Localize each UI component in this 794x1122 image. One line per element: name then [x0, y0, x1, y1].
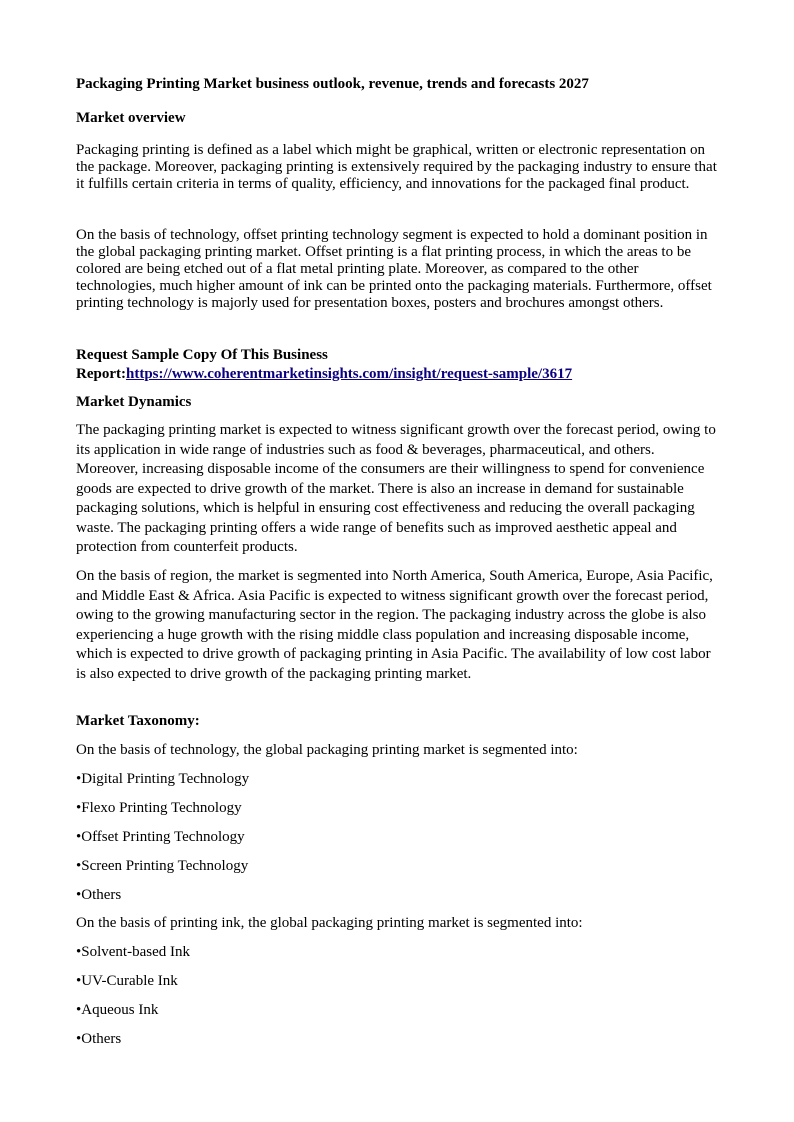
- list-item-ink: •Solvent-based Ink: [76, 944, 190, 960]
- market-dynamics-heading: Market Dynamics: [76, 394, 192, 410]
- list-item-ink: •UV-Curable Ink: [76, 973, 178, 989]
- list-item-technology: •Screen Printing Technology: [76, 858, 249, 874]
- list-item-technology: •Flexo Printing Technology: [76, 800, 242, 816]
- document-title: Packaging Printing Market business outlook, revenue, trends and forecasts 2027: [76, 76, 589, 92]
- request-sample-label: Request Sample Copy Of This Business Report:: [76, 347, 328, 382]
- market-taxonomy-heading: Market Taxonomy:: [76, 713, 200, 729]
- list-item-technology: •Offset Printing Technology: [76, 829, 245, 845]
- dynamics-paragraph-2: On the basis of region, the market is segmented into North America, South America, Europe, Asia Pacific, and Middle East & Africa. Asia Pacific is expected to witness significant growth over the forecast period, owing to the growing manufacturing sector in the region. The packaging industry across the globe is also experiencing a huge growth with the rising middle class population and increasing disposable income, which is expected to drive growth of packaging printing in Asia Pacific. The availability of low cost labor is also expected to drive growth of the packaging printing market.: [76, 568, 713, 682]
- dynamics-paragraph-1: The packaging printing market is expected to witness significant growth over the forecast period, owing to its application in wide range of industries such as food & beverages, pharmaceutical, and others. Moreover, increasing disposable income of the consumers are their willingness to spend for convenience goods are expected to drive growth of the market. There is also an increase in demand for sustainable packaging solutions, which is helpful in ensuring cost effectiveness and reducing the overall packaging waste. The packaging printing offers a wide range of benefits such as improved aesthetic appeal and protection from counterfeit products.: [76, 422, 716, 555]
- overview-paragraph-2: On the basis of technology, offset printing technology segment is expected to hold a dominant position in the global packaging printing market. Offset printing is a flat printing process, in which the areas to be colored are being etched out of a flat metal printing plate. Moreover, as compared to the other technologies, much higher amount of ink can be printed onto the packaging materials. Furthermore, offset printing technology is majorly used for presentation boxes, posters and brochures amongst others.: [76, 227, 712, 311]
- request-sample-block: [76, 346, 720, 384]
- market-overview-heading: Market overview: [76, 110, 186, 126]
- list-item-technology: •Others: [76, 887, 122, 903]
- list-item-ink: •Aqueous Ink: [76, 1002, 159, 1018]
- technology-intro: On the basis of technology, the global packaging printing market is segmented into:: [76, 742, 578, 758]
- overview-paragraph-1: Packaging printing is defined as a label which might be graphical, written or electronic representation on the package. Moreover, packaging printing is extensively required by the packaging industry to ensure that it fulfills certain criteria in terms of quality, efficiency, and innovations for the packaged final product.: [76, 142, 717, 192]
- list-item-technology: •Digital Printing Technology: [76, 771, 250, 787]
- list-item-ink: •Others: [76, 1031, 122, 1047]
- request-sample-link[interactable]: https://www.coherentmarketinsights.com/insight/request-sample/3617: [125, 366, 573, 382]
- ink-intro: On the basis of printing ink, the global packaging printing market is segmented into:: [76, 915, 583, 931]
